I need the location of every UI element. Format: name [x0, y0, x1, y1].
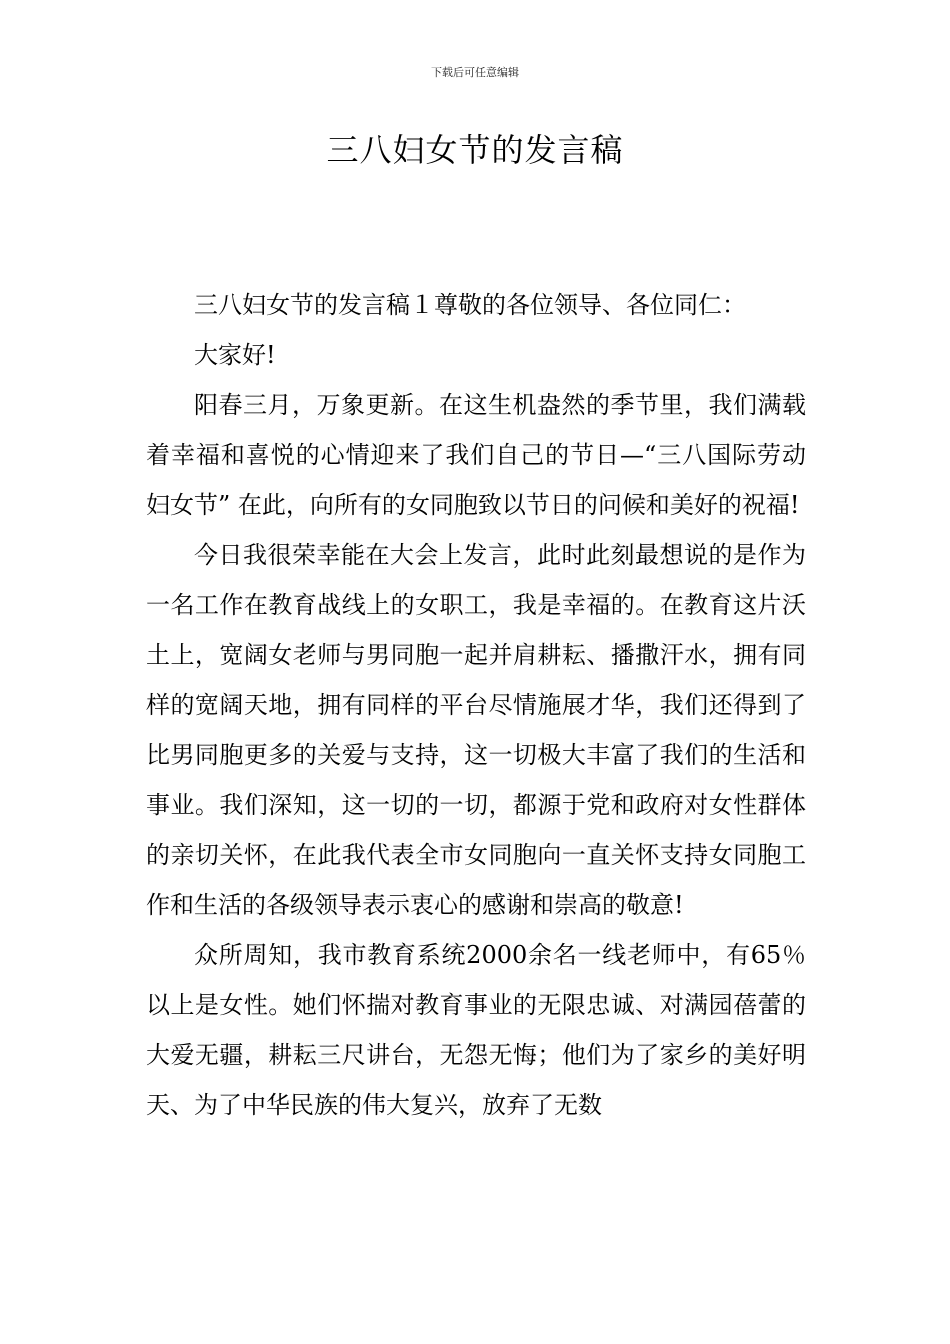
paragraph-spring: 阳春三月，万象更新。在这生机盎然的季节里，我们满载着幸福和喜悦的心情迎来了我们自己的节日—“三八国际劳动妇女节” 在此，向所有的女同胞致以节日的问候和美好的祝福! [146, 391, 806, 519]
document-body [146, 280, 806, 1130]
document-title: 三八妇女节的发言稿 [326, 131, 624, 169]
paragraph-greeting: 大家好! [194, 341, 276, 369]
paragraph-salutation: 三八妇女节的发言稿１尊敬的各位领导、各位同仁： [194, 291, 746, 319]
header-note: 下载后可任意编辑 [431, 66, 519, 79]
paragraph-honor: 今日我很荣幸能在大会上发言，此时此刻最想说的是作为一名工作在教育战线上的女职工，我是幸福的。在教育这片沃土上，宽阔女老师与男同胞一起并肩耕耘、播撒汗水，拥有同样的宽阔天地，拥有同样的平台尽情施展才华，我们还得到了比男同胞更多的关爱与支持，这一切极大丰富了我们的生活和事业。我们深知，这一切的一切，都源于党和政府对女性群体的亲切关怀，在此我代表全市女同胞向一直关怀支持女同胞工作和生活的各级领导表示衷心的感谢和崇高的敬意! [146, 541, 806, 919]
paragraph-teachers: 众所周知，我市教育系统2000余名一线老师中，有65％以上是女性。她们怀揣对教育事业的无限忠诚、对满园蓓蕾的大爱无疆，耕耘三尺讲台，无怨无悔；他们为了家乡的美好明天、为了中华民族的伟大复兴，放弃了无数 [146, 941, 806, 1119]
